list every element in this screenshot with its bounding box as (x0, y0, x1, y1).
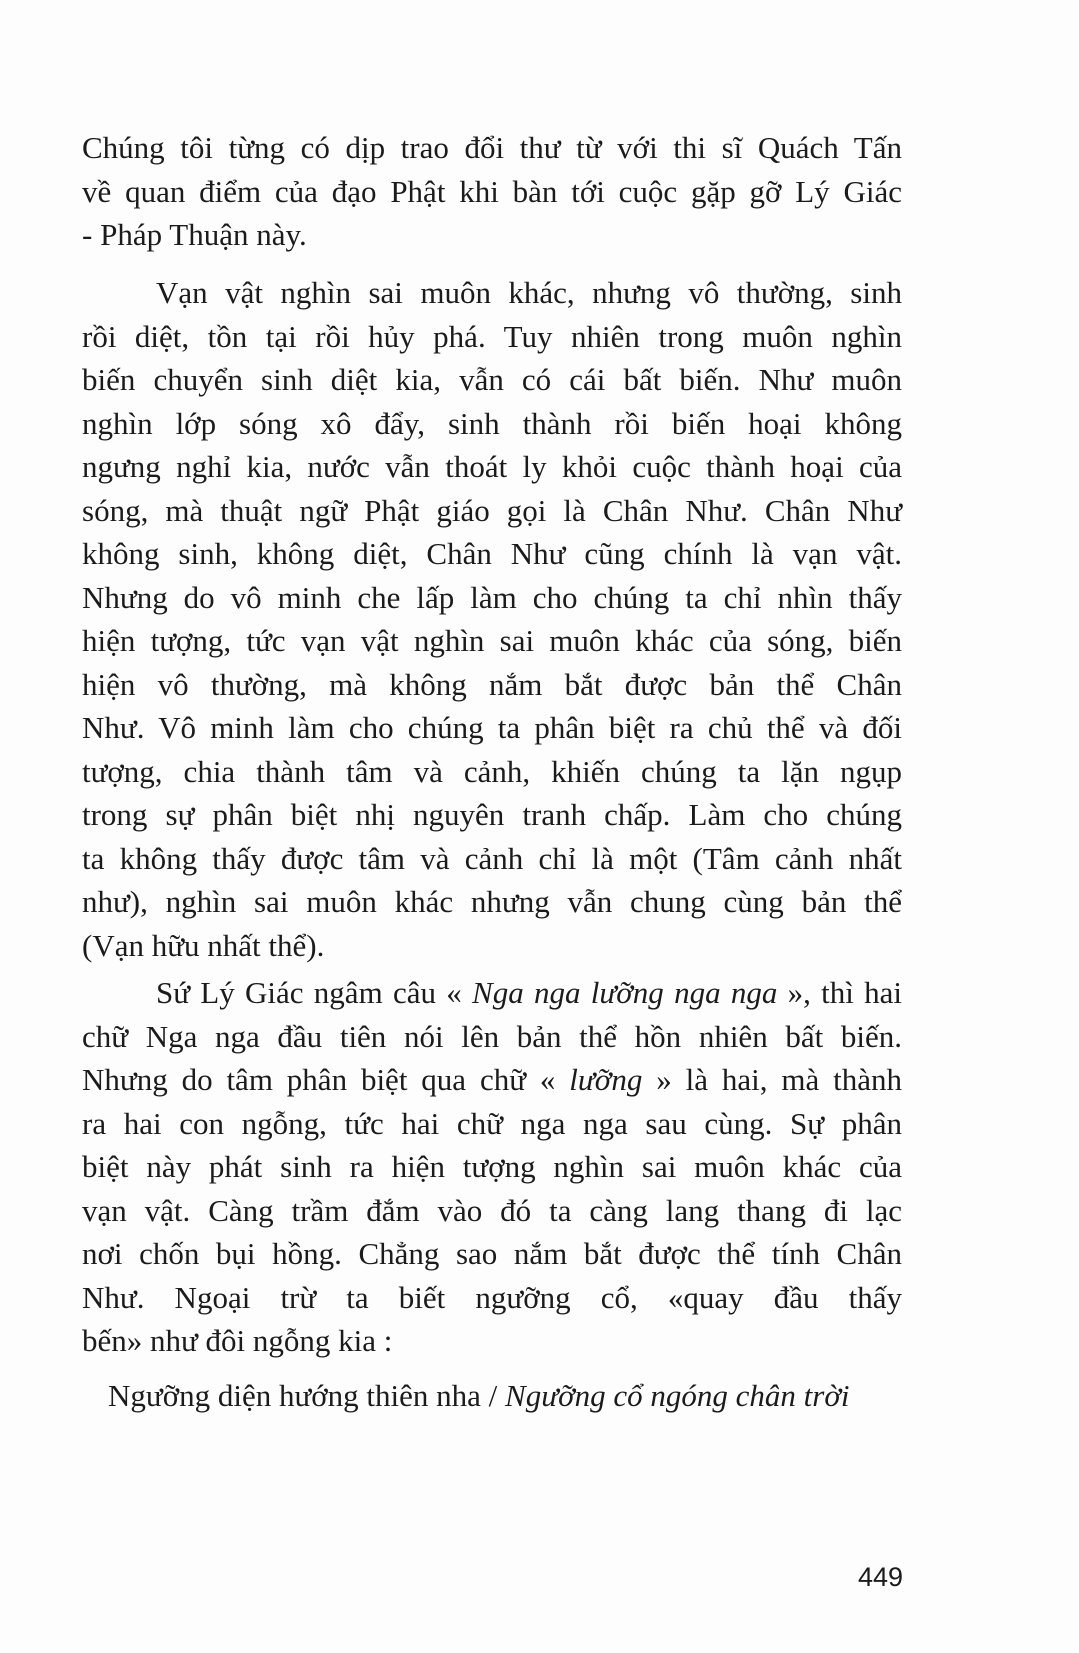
text-line: hiện vô thường, mà không nắm bắt được bản thể Chân (82, 666, 902, 702)
text-line: Như. Ngoại trừ ta biết ngưỡng cổ, «quay đầu thấy (82, 1279, 902, 1315)
text-fragment: Nhưng do tâm phân biệt qua chữ « (82, 1062, 570, 1097)
text-line (82, 971, 902, 1015)
text-line: nghìn lớp sóng xô đẩy, sinh thành rồi biến hoại không (82, 405, 902, 441)
paragraph-3 (82, 971, 902, 1363)
text-line (82, 1058, 902, 1102)
text-line: Vạn vật nghìn sai muôn khác, nhưng vô thường, sinh (156, 275, 902, 310)
text-line: rồi diệt, tồn tại rồi hủy phá. Tuy nhiên trong muôn nghìn (82, 318, 902, 354)
text-line: trong sự phân biệt nhị nguyên tranh chấp. Làm cho chúng (82, 797, 902, 832)
text-line: Chúng tôi từng có dịp trao đổi thư từ với thi sĩ Quách Tấn (82, 130, 902, 165)
text-line: như), nghìn sai muôn khác nhưng vẫn chung cùng bản thể (82, 884, 902, 919)
text-line: chữ Nga nga đầu tiên nói lên bản thể hồn nhiên bất biến. (82, 1018, 902, 1054)
text-fragment: Sứ Lý Giác ngâm câu « (156, 975, 473, 1010)
quoted-word: lưỡng (569, 1062, 643, 1097)
text-line: về quan điểm của đạo Phật khi bàn tới cuộc gặp gỡ Lý Giác (82, 173, 902, 209)
text-line: sóng, mà thuật ngữ Phật giáo gọi là Chân Như. Chân Như (82, 492, 902, 528)
text-line: ta không thấy được tâm và cảnh chỉ là một (Tâm cảnh nhất (82, 840, 902, 876)
text-fragment: » là hai, mà thành (642, 1062, 902, 1097)
text-line: tượng, chia thành tâm và cảnh, khiến chúng ta lặn ngụp (82, 753, 902, 789)
text-line: không sinh, không diệt, Chân Như cũng chính là vạn vật. (82, 536, 902, 571)
text-line: nơi chốn bụi hồng. Chẳng sao nắm bắt được thể tính Chân (82, 1236, 902, 1271)
text-line: hiện tượng, tức vạn vật nghìn sai muôn khác của sóng, biến (82, 623, 902, 658)
text-line: biến chuyển sinh diệt kia, vẫn có cái bất biến. Như muôn (82, 362, 902, 397)
paragraph-2 (82, 271, 902, 967)
verse-italic: Ngưỡng cổ ngóng chân trời (505, 1378, 850, 1413)
quoted-verse: Nga nga lưỡng nga nga (472, 975, 778, 1010)
text-line: Như. Vô minh làm cho chúng ta phân biệt ra chủ thể và đối (82, 710, 902, 745)
text-line: ngưng nghỉ kia, nước vẫn thoát ly khỏi cuộc thành hoại của (82, 449, 902, 484)
text-line: vạn vật. Càng trầm đắm vào đó ta càng lang thang đi lạc (82, 1192, 902, 1228)
page-number: 449 (858, 1562, 904, 1592)
text-line: (Vạn hữu nhất thể). (82, 927, 325, 963)
text-line: - Pháp Thuận này. (82, 217, 307, 252)
text-line: Nhưng do vô minh che lấp làm cho chúng ta chỉ nhìn thấy (82, 579, 902, 615)
text-line: ra hai con ngỗng, tức hai chữ nga nga sau cùng. Sự phân (82, 1105, 902, 1141)
text-fragment: », thì hai (777, 975, 902, 1010)
verse-plain: Ngưỡng diện hướng thiên nha / (108, 1378, 506, 1413)
paragraph-1 (82, 126, 902, 257)
text-line: bến» như đôi ngỗng kia : (82, 1323, 393, 1358)
text-line: biệt này phát sinh ra hiện tượng nghìn sai muôn khác của (82, 1149, 902, 1184)
verse-line (108, 1374, 898, 1417)
